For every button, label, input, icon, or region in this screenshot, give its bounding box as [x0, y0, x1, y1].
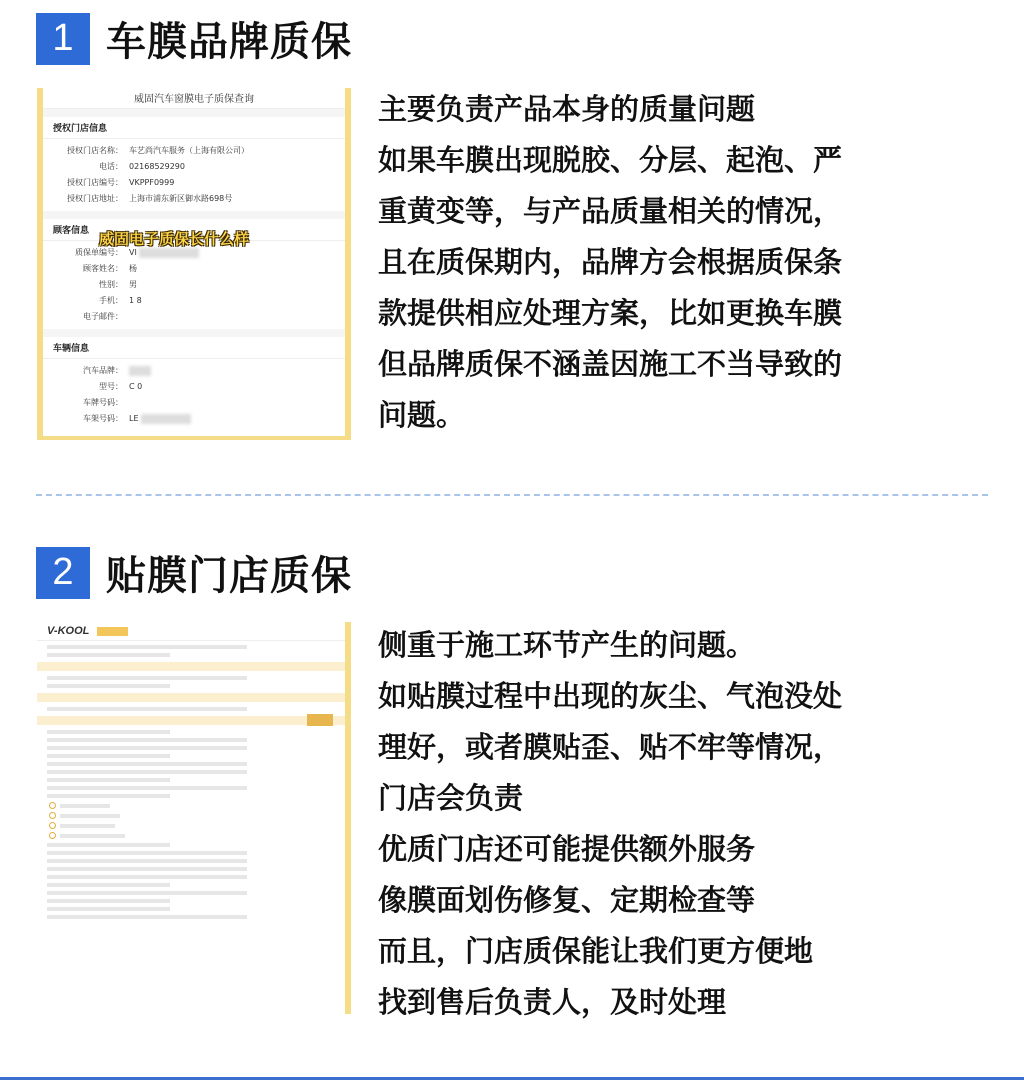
info-row: 车牌号码： — [83, 398, 123, 407]
info-row: 电子邮件： — [83, 312, 123, 321]
info-row: 电话： 02168529290 — [99, 162, 185, 171]
section-1-header — [36, 10, 352, 67]
info-row: 手机： 1 8 — [99, 296, 142, 305]
body-line: 而且，门店质保能让我们更方便地 — [378, 934, 814, 968]
store-info-heading: 授权门店信息 — [43, 117, 345, 139]
customer-info-heading: 顾客信息 — [43, 219, 345, 241]
certificate-title: 威固汽车窗膜电子质保查询 — [43, 88, 345, 109]
store-warranty-image — [37, 622, 351, 1014]
warranty-certificate-image — [37, 88, 351, 440]
section-2-body — [378, 620, 998, 1028]
doc-tag — [97, 627, 128, 636]
info-row: 授权门店地址： 上海市浦东新区御水路698号 — [67, 194, 233, 203]
info-row: 车架号码： LE — [43, 411, 345, 427]
info-row: 授权门店名称： 车艺尚汽车服务（上海有限公司） — [67, 146, 249, 155]
vkool-logo: V-KOOL — [47, 625, 90, 637]
info-row: 顾客姓名： 杨 — [83, 264, 137, 273]
section-1-body — [378, 84, 998, 441]
body-line: 如贴膜过程中出现的灰尘、气泡没处 — [378, 679, 843, 713]
vehicle-info-heading: 车辆信息 — [43, 337, 345, 359]
body-line: 像膜面划伤修复、定期检查等 — [378, 883, 756, 917]
doc-header — [37, 622, 345, 641]
body-line: 款提供相应处理方案，比如更换车膜 — [378, 296, 843, 330]
section-number-badge: 1 — [36, 13, 90, 65]
info-row: 性别： 男 — [99, 280, 137, 289]
section-2-header — [36, 544, 352, 601]
body-line: 且在质保期内，品牌方会根据质保条 — [378, 245, 843, 279]
body-line: 找到售后负责人，及时处理 — [378, 985, 727, 1019]
info-row: 授权门店编号： VKPPF0999 — [67, 178, 175, 187]
body-line: 主要负责产品本身的质量问题 — [378, 92, 756, 126]
section-number-badge: 2 — [36, 547, 90, 599]
body-line: 问题。 — [378, 398, 466, 432]
body-line: 重黄变等，与产品质量相关的情况， — [378, 194, 843, 228]
body-line: 门店会负责 — [378, 781, 524, 815]
body-line: 如果车膜出现脱胶、分层、起泡、严 — [378, 143, 843, 177]
section-divider — [36, 494, 988, 496]
section-title: 贴膜门店质保 — [106, 553, 352, 599]
info-row: 汽车品牌： — [43, 363, 345, 379]
body-line: 但品牌质保不涵盖因施工不当导致的 — [378, 347, 843, 381]
section-title: 车膜品牌质保 — [106, 19, 352, 65]
body-line: 侧重于施工环节产生的问题。 — [378, 628, 756, 662]
body-line: 优质门店还可能提供额外服务 — [378, 832, 756, 866]
info-row: 质保单编号： VI — [43, 245, 345, 261]
info-row: 型号： C 0 — [99, 382, 143, 391]
body-line: 理好，或者膜贴歪、贴不牢等情况， — [378, 730, 843, 764]
overlay-caption: 威固电子质保长什么样 — [99, 230, 250, 248]
